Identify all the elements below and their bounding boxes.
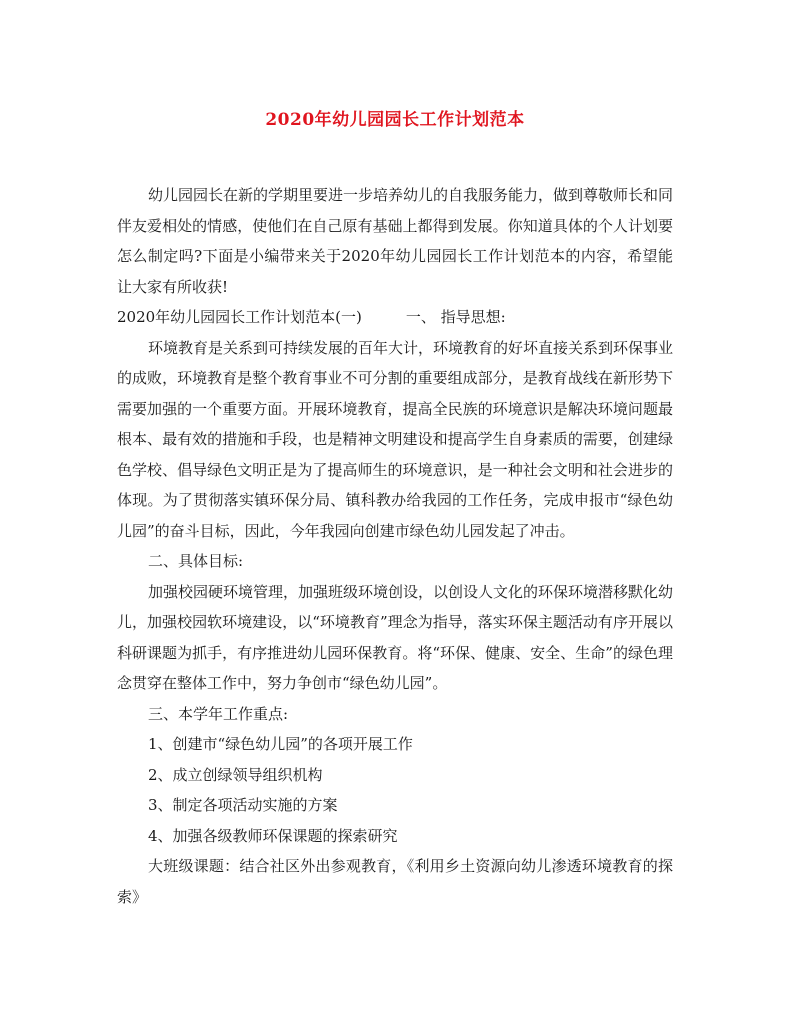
spacer <box>362 302 406 333</box>
section-label: 2020年幼儿园园长工作计划范本(一) <box>117 308 362 326</box>
final-paragraph: 大班级课题：结合社区外出参观教育，《利用乡土资源向幼儿渗透环境教育的探索》 <box>117 857 673 906</box>
list-item: 1、创建市“绿色幼儿园”的各项开展工作 <box>148 735 413 753</box>
section-heading-line <box>117 302 673 333</box>
section2-body: 加强校园硬环境管理，加强班级环境创设，以创设人文化的环保环境潜移默化幼儿，加强校园软环境建设，以“环境教育”理念为指导，落实环保主题活动有序开展以科研课题为抓手，有序推进幼儿园环保教育。将“环保、健康、安全、生命”的绿色理念贯穿在整体工作中，努力争创市“绿色幼儿园”。 <box>117 582 674 692</box>
document-title: 2020年幼儿园园长工作计划范本 <box>265 110 525 130</box>
document-page <box>117 108 673 912</box>
work-items-list <box>117 729 673 851</box>
list-item: 4、加强各级教师环保课题的探索研究 <box>148 826 398 845</box>
section3-heading: 三、本学年工作重点: <box>148 704 289 723</box>
list-item: 2、成立创绿领导组织机构 <box>148 765 323 784</box>
section1-body: 环境教育是关系到可持续发展的百年大计，环境教育的好坏直接关系到环保事业的成败，环境教育是整个教育事业不可分割的重要组成部分，是教育战线在新形势下需要加强的一个重要方面。开展环境教育，提高全民族的环境意识是解决环境问题最根本、最有效的措施和手段，也是精神文明建设和提高学生自身素质的需要，创建绿色学校、倡导绿色文明正是为了提高师生的环境意识，是一种社会文明和社会进步的体现。为了贯彻落实镇环保分局、镇科教办给我园的工作任务，完成申报市“绿色幼儿园”的奋斗目标，因此，今年我园向创建市绿色幼儿园发起了冲击。 <box>117 338 674 540</box>
intro-paragraph: 幼儿园园长在新的学期里要进一步培养幼儿的自我服务能力，做到尊敬师长和同伴友爱相处的情感，使他们在自己原有基础上都得到发展。你知道具体的个人计划要怎么制定吗?下面是小编带来关于2020年幼儿园园长工作计划范本的内容，希望能让大家有所收获! <box>117 186 674 296</box>
section1-heading: 一、 指导思想: <box>405 308 506 326</box>
list-item: 3、制定各项活动实施的方案 <box>148 796 338 814</box>
section2-heading: 二、具体目标: <box>148 552 244 570</box>
